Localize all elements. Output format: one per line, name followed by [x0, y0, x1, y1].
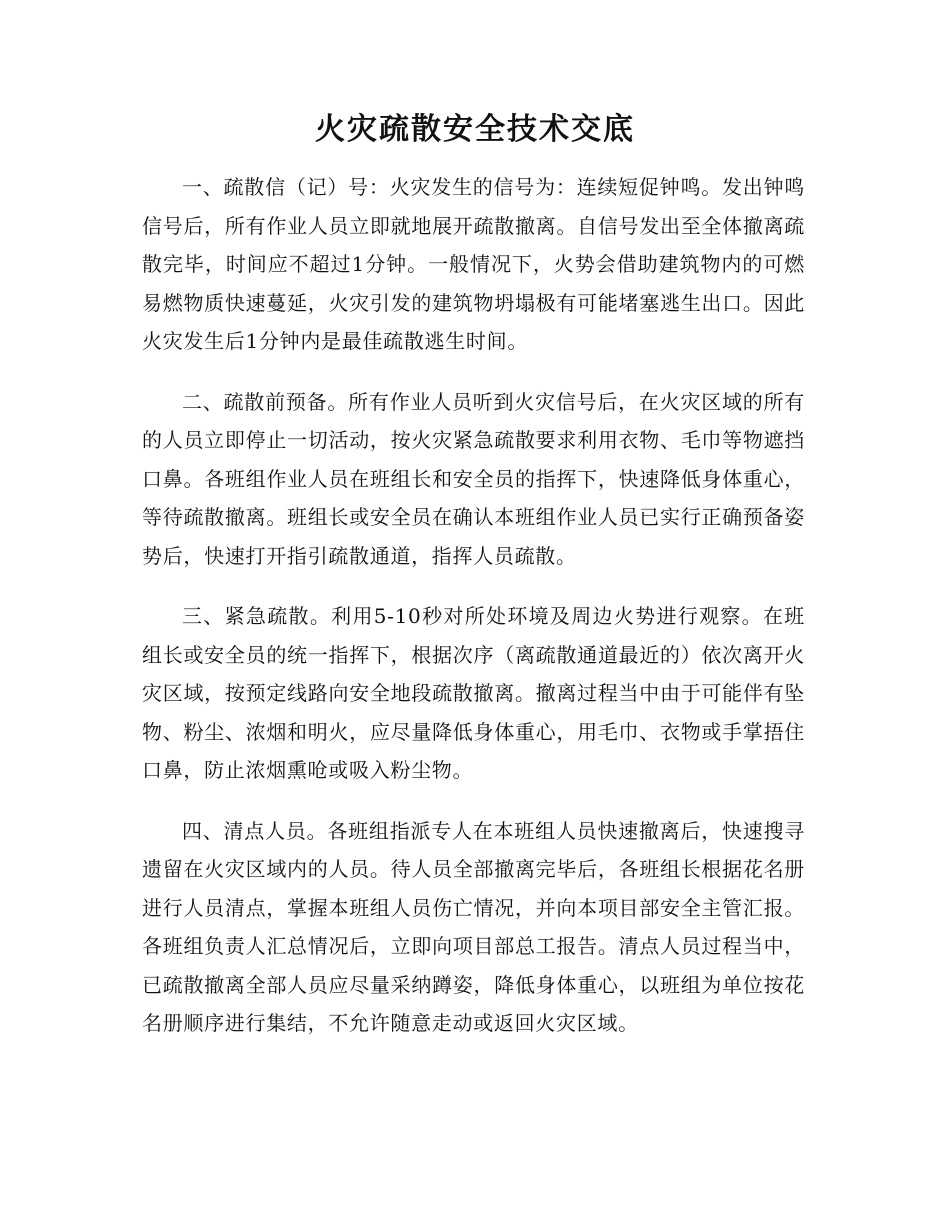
- document-body: [142, 168, 805, 1065]
- paragraph-evacuation-signal: 一、疏散信（记）号：火灾发生的信号为：连续短促钟鸣。发出钟鸣信号后，所有作业人员立即就地展开疏散撤离。自信号发出至全体撤离疏散完毕，时间应不超过1分钟。一般情况下，火势会借助建筑物内的可燃易燃物质快速蔓延，火灾引发的建筑物坍塌极有可能堵塞逃生出口。因此火灾发生后1分钟内是最佳疏散逃生时间。: [142, 175, 805, 353]
- paragraph-emergency-evacuation: 三、紧急疏散。利用5-10秒对所处环境及周边火势进行观察。在班组长或安全员的统一指挥下，根据次序（离疏散通道最近的）依次离开火灾区域，按预定线路向安全地段疏散撤离。撤离过程当中由于可能伴有坠物、粉尘、浓烟和明火，应尽量降低身体重心，用毛巾、衣物或手掌捂住口鼻，防止浓烟熏呛或吸入粉尘物。: [142, 604, 805, 782]
- paragraph-personnel-count: 四、清点人员。各班组指派专人在本班组人员快速撤离后，快速搜寻遗留在火灾区域内的人员。待人员全部撤离完毕后，各班组长根据花名册进行人员清点，掌握本班组人员伤亡情况，并向本项目部安全主管汇报。各班组负责人汇总情况后，立即向项目部总工报告。清点人员过程当中，已疏散撤离全部人员应尽量采纳蹲姿，降低身体重心，以班组为单位按花名册顺序进行集结，不允许随意走动或返回火灾区域。: [142, 818, 805, 1035]
- paragraph-evacuation-preparation: 二、疏散前预备。所有作业人员听到火灾信号后，在火灾区域的所有的人员立即停止一切活动，按火灾紧急疏散要求利用衣物、毛巾等物遮挡口鼻。各班组作业人员在班组长和安全员的指挥下，快速降低身体重心，等待疏散撤离。班组长或安全员在确认本班组作业人员已实行正确预备姿势后，快速打开指引疏散通道，指挥人员疏散。: [142, 389, 805, 568]
- document-title: 火灾疏散安全技术交底: [315, 112, 635, 147]
